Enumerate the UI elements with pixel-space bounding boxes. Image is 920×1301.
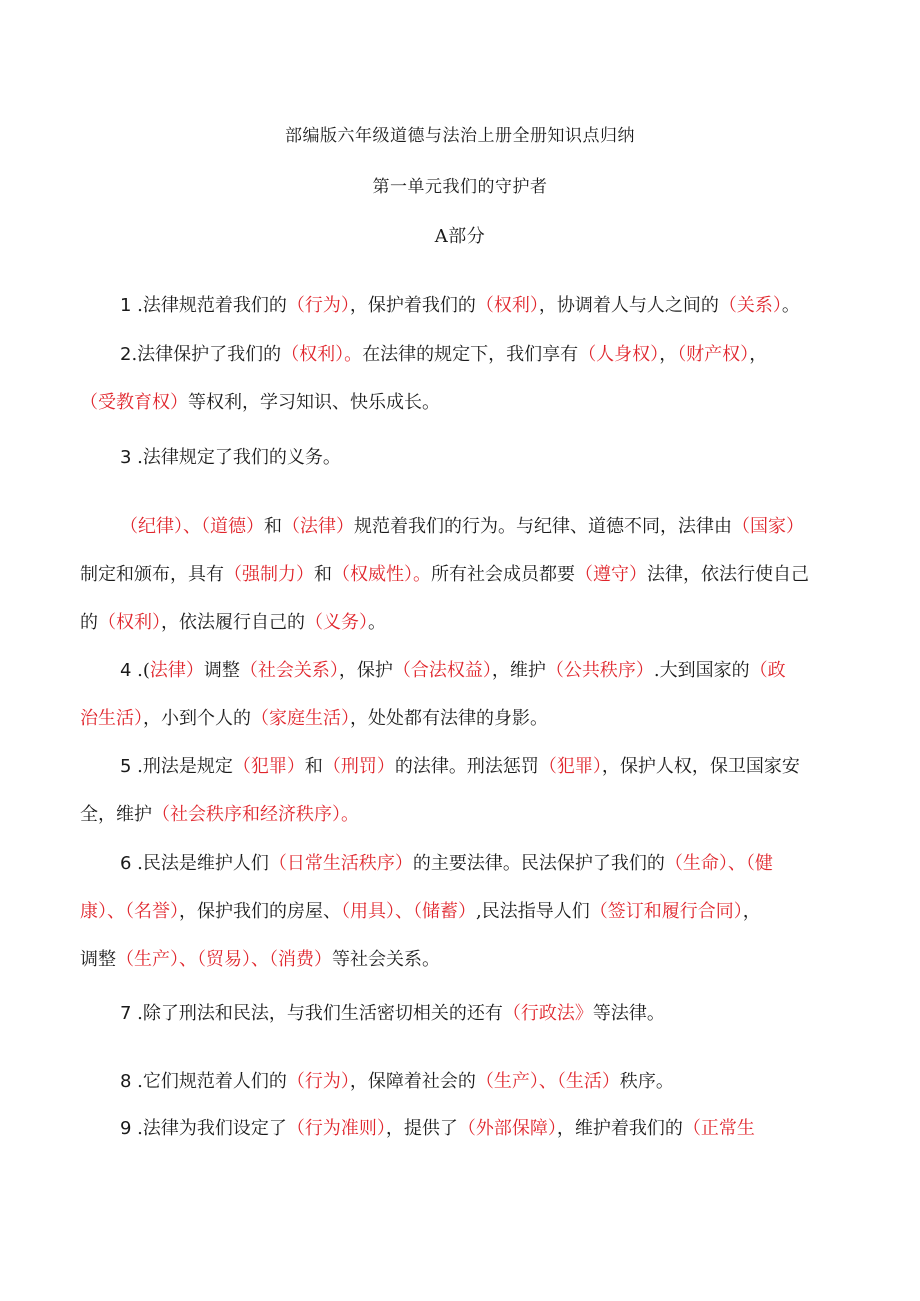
body-text: 和	[264, 516, 282, 537]
answer-text: （犯罪）	[232, 756, 305, 777]
item-number: 8	[120, 1071, 132, 1092]
text-line	[80, 379, 850, 427]
answer-text: （强制力）	[224, 564, 314, 585]
body-text: 等权利，学习知识、快乐成长。	[188, 392, 440, 413]
answer-text: （纪律）、（道德）	[120, 516, 264, 537]
text-line	[80, 743, 850, 791]
answer-text: （财产权）	[677, 344, 750, 365]
answer-text: （生命）、（健	[664, 853, 773, 874]
answer-text: （合法权益）	[392, 660, 492, 681]
item-number: 2	[120, 344, 132, 365]
answer-text: （义务）	[305, 612, 368, 633]
text-line	[80, 936, 850, 984]
text-line	[80, 551, 850, 599]
body-text: ，保护	[338, 660, 393, 681]
body-text: 的主要法律。民法保护了我们的	[412, 853, 665, 874]
item-4	[80, 647, 850, 743]
body-text: .民法是维护人们	[131, 853, 269, 874]
body-text: .刑法是规定	[131, 756, 233, 777]
item-9	[80, 1105, 850, 1153]
item-1	[80, 282, 850, 330]
body-text: 的法律。刑法惩罚	[394, 756, 539, 777]
text-line	[80, 840, 850, 888]
text-line	[80, 1105, 850, 1153]
text-line	[80, 791, 850, 839]
answer-text: （犯罪）	[538, 756, 602, 777]
answer-text: （政	[749, 660, 786, 681]
document-title: 部编版六年级道德与法治上册全册知识点归纳	[285, 126, 635, 146]
item-3-body	[80, 503, 850, 647]
answer-text: 治生活）	[80, 708, 143, 729]
body-text: .大到国家的	[653, 660, 750, 681]
body-text: 所有社会成员都要	[431, 564, 575, 585]
answer-text: （家庭生活）	[251, 708, 350, 729]
answer-text: （生产）、（贸易）、（消费）	[116, 949, 332, 970]
body-text: .法律为我们设定了	[131, 1118, 287, 1139]
part-title: A部分	[434, 226, 486, 247]
body-text: ,民法指导人们	[476, 901, 590, 922]
body-text: 在法律的规定下，我们享有	[362, 344, 579, 365]
body-text: ，	[749, 344, 768, 365]
body-text: 等社会关系。	[332, 949, 440, 970]
body-text: ，处处都有法律的身影。	[350, 708, 548, 729]
body-text: ，保护我们的房屋、	[179, 901, 341, 922]
answer-text: （外部保障）	[457, 1118, 557, 1139]
item-2	[80, 331, 850, 427]
body-text: 法律，依法行使自己	[647, 564, 809, 585]
text-line	[80, 1058, 850, 1106]
body-text: ，依法履行自己的	[161, 612, 305, 633]
item-number: 3	[120, 447, 132, 468]
body-text: 等法律。	[592, 1003, 665, 1024]
body-text: 的	[80, 612, 98, 633]
item-number: 7	[120, 1003, 132, 1024]
answer-text: （权威性）。	[332, 564, 431, 585]
text-line	[80, 990, 850, 1038]
answer-text: （生产）、（生活）	[475, 1071, 620, 1092]
item-number: 1	[120, 295, 132, 316]
body-text: ，	[742, 901, 761, 922]
body-text: ，保护人权，保卫国家安	[601, 756, 800, 777]
text-line	[80, 599, 850, 647]
text-line	[80, 434, 850, 482]
body-text: 规范着我们的行为。与纪律、道德不同，法律由	[354, 516, 732, 537]
body-text: ，保障着社会的	[349, 1071, 476, 1092]
body-text: 和	[314, 564, 332, 585]
answer-text: （行政法》	[502, 1003, 593, 1024]
answer-text: （行为）	[286, 1071, 350, 1092]
answer-text: （受教育权）	[80, 392, 188, 413]
text-line	[80, 647, 850, 695]
item-3	[80, 434, 850, 482]
body-text: .法律规范着我们的	[131, 295, 287, 316]
item-number: 9	[120, 1118, 132, 1139]
body-text: .法律保护了我们的	[131, 344, 282, 365]
answer-text: （社会关系）	[239, 660, 339, 681]
body-text: ，维护	[491, 660, 546, 681]
body-text: 调整	[80, 949, 116, 970]
body-text: .(	[131, 660, 150, 681]
body-text: ，提供了	[385, 1118, 458, 1139]
answer-text: （行为准则）	[286, 1118, 386, 1139]
answer-text: （人身权）	[578, 344, 660, 365]
text-line	[80, 503, 850, 551]
answer-text: （遵守）	[575, 564, 647, 585]
body-text: 。	[781, 295, 800, 316]
answer-text: （社会秩序和经济秩序）。	[152, 804, 359, 825]
answer-text: （权利）	[98, 612, 161, 633]
body-text: ，协调着人与人之间的	[538, 295, 719, 316]
text-line	[80, 282, 850, 330]
body-text: 。	[368, 612, 386, 633]
item-6	[80, 840, 850, 984]
answer-text: 法律）	[149, 660, 204, 681]
body-text: 全，维护	[80, 804, 152, 825]
answer-text: （法律）	[282, 516, 354, 537]
unit-title: 第一单元我们的守护者	[372, 177, 548, 197]
answer-text: （国家）	[732, 516, 804, 537]
answer-text: （日常生活秩序）	[268, 853, 413, 874]
answer-text: （签订和履行合同）	[589, 901, 743, 922]
body-text: ，	[659, 344, 678, 365]
body-text: 制定和颁布，具有	[80, 564, 224, 585]
body-text: 秩序。	[619, 1071, 674, 1092]
answer-text: （行为）	[286, 295, 350, 316]
body-text: ，维护着我们的	[556, 1118, 683, 1139]
body-text: ，小到个人的	[143, 708, 251, 729]
item-number: 4	[120, 660, 132, 681]
body-text: .法律规定了我们的义务。	[131, 447, 341, 468]
body-text: ，保护着我们的	[349, 295, 476, 316]
item-8	[80, 1058, 850, 1106]
text-line	[80, 695, 850, 743]
text-line	[80, 331, 850, 379]
item-number: 6	[120, 853, 132, 874]
body-text: .除了刑法和民法，与我们生活密切相关的还有	[131, 1003, 503, 1024]
body-text: .它们规范着人们的	[131, 1071, 287, 1092]
body-text: 和	[304, 756, 323, 777]
body-text: 调整	[203, 660, 240, 681]
answer-text: （正常生	[682, 1118, 755, 1139]
item-7	[80, 990, 850, 1038]
answer-text: （权利）	[475, 295, 539, 316]
item-number: 5	[120, 756, 132, 777]
text-line	[80, 888, 850, 936]
item-5	[80, 743, 850, 839]
answer-text: （用具）、（储蓄）	[341, 901, 476, 922]
answer-text: （关系）	[718, 295, 782, 316]
answer-text: （公共秩序）	[545, 660, 654, 681]
answer-text: （刑罚）	[322, 756, 395, 777]
answer-text: （权利）。	[281, 344, 363, 365]
answer-text: 康）、（名誉）	[80, 901, 179, 922]
